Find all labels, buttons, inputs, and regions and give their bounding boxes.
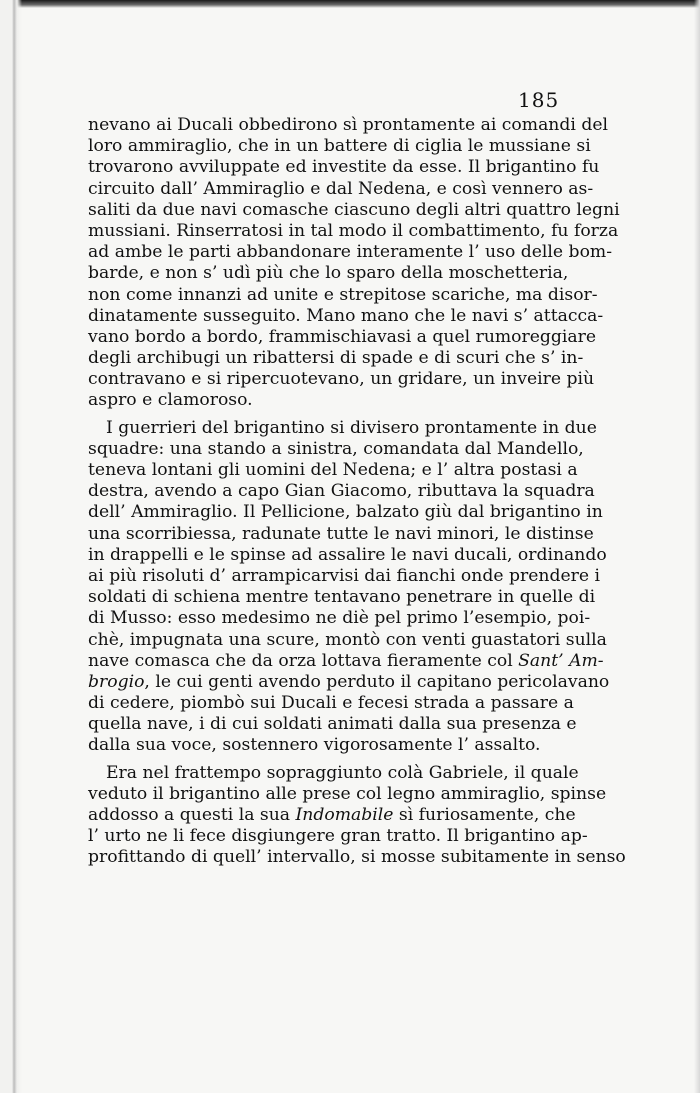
text-line: contravano e si ripercuotevano, un gridare, un inveire più bbox=[88, 369, 595, 390]
text-line: veduto il brigantino alle prese col legno ammiraglio, spinse bbox=[88, 783, 607, 804]
page-number: 185 bbox=[518, 88, 560, 112]
text-line: destra, avendo a capo Gian Giacomo, ributtava la squadra bbox=[88, 481, 595, 502]
text-line: dinatamente susseguito. Mano mano che le navi s’ attacca- bbox=[88, 305, 604, 326]
text-line: loro ammiraglio, che in un battere di ciglia le mussiane si bbox=[88, 136, 591, 157]
text-line: di Musso: esso medesimo ne diè pel primo l’esempio, poi- bbox=[88, 608, 591, 629]
text-line: una scorribiessa, radunate tutte le navi minori, le distinse bbox=[88, 523, 594, 544]
text-line: teneva lontani gli uomini del Nedena; e l’ altra postasi a bbox=[88, 460, 578, 480]
text-line: vano bordo a bordo, frammischiavasi a quel rumoreggiare bbox=[88, 326, 597, 347]
text-line: chè, impugnata una scure, montò con venti guastatori sulla bbox=[88, 629, 607, 650]
italic-title: Sant’ Am- bbox=[518, 650, 604, 671]
text-line: barde, e non s’ udì più che lo sparo della moschetteria, bbox=[88, 263, 569, 284]
text-line: squadre: una stando a sinistra, comandata dal Mandello, bbox=[88, 438, 584, 459]
text-line: in drappelli e le spinse ad assalire le navi ducali, ordinando bbox=[88, 544, 607, 565]
italic-title: brogio bbox=[88, 671, 145, 692]
text-line: I guerrieri del brigantino si divisero prontamente in due bbox=[106, 417, 597, 438]
text-line: l’ urto ne li fece disgiungere gran tratto. Il brigantino ap- bbox=[88, 826, 588, 847]
text-line: nave comasca che da orza lottava fieramente col Sant’ Am- bbox=[88, 650, 604, 671]
text-line: dell’ Ammiraglio. Il Pellicione, balzato giù dal brigantino in bbox=[88, 502, 603, 523]
text-line: degli archibugi un ribattersi di spade e di scuri che s’ in- bbox=[88, 348, 584, 369]
paragraph bbox=[88, 417, 610, 757]
text-line: addosso a questi la sua Indomabile sì furiosamente, che bbox=[88, 805, 576, 825]
text-line: brogio, le cui genti avendo perduto il capitano pericolavano bbox=[88, 671, 610, 692]
text-line: ad ambe le parti abbandonare interamente l’ uso delle bom- bbox=[88, 242, 613, 263]
paragraph bbox=[88, 762, 626, 869]
text-line: soldati di schiena mentre tentavano penetrare in quelle di bbox=[88, 587, 596, 608]
text-line: trovarono avviluppate ed investite da esse. Il brigantino fu bbox=[88, 157, 600, 178]
scan-edge-left bbox=[0, 0, 22, 1093]
italic-title: Indomabile bbox=[295, 805, 394, 825]
text-line: ai più risoluti d’ arrampicarvisi dai fianchi onde prendere i bbox=[88, 565, 600, 586]
text-line: aspro e clamoroso. bbox=[88, 390, 253, 411]
text-line: quella nave, i di cui soldati animati dalla sua presenza e bbox=[88, 714, 577, 735]
text-line: circuito dall’ Ammiraglio e dal Nedena, e così vennero as- bbox=[88, 178, 594, 199]
body-text bbox=[88, 115, 626, 869]
text-line: mussiani. Rinserratosi in tal modo il combattimento, fu forza bbox=[88, 220, 619, 241]
paragraph bbox=[88, 115, 620, 412]
text-line: profittando di quell’ intervallo, si mosse subitamente in senso bbox=[88, 847, 626, 868]
text-line: non come innanzi ad unite e strepitose scariche, ma disor- bbox=[88, 284, 598, 305]
text-line: Era nel frattempo sopraggiunto colà Gabriele, il quale bbox=[106, 762, 579, 783]
text-line: dalla sua voce, sostennero vigorosamente l’ assalto. bbox=[88, 735, 541, 756]
scan-edge-right bbox=[694, 0, 700, 1093]
text-line: saliti da due navi comasche ciascuno degli altri quattro legni bbox=[88, 199, 620, 220]
scan-edge-top bbox=[0, 0, 700, 8]
text-line: nevano ai Ducali obbedirono sì prontamente ai comandi del bbox=[88, 115, 609, 135]
text-line: di cedere, piombò sui Ducali e fecesi strada a passare a bbox=[88, 693, 574, 714]
